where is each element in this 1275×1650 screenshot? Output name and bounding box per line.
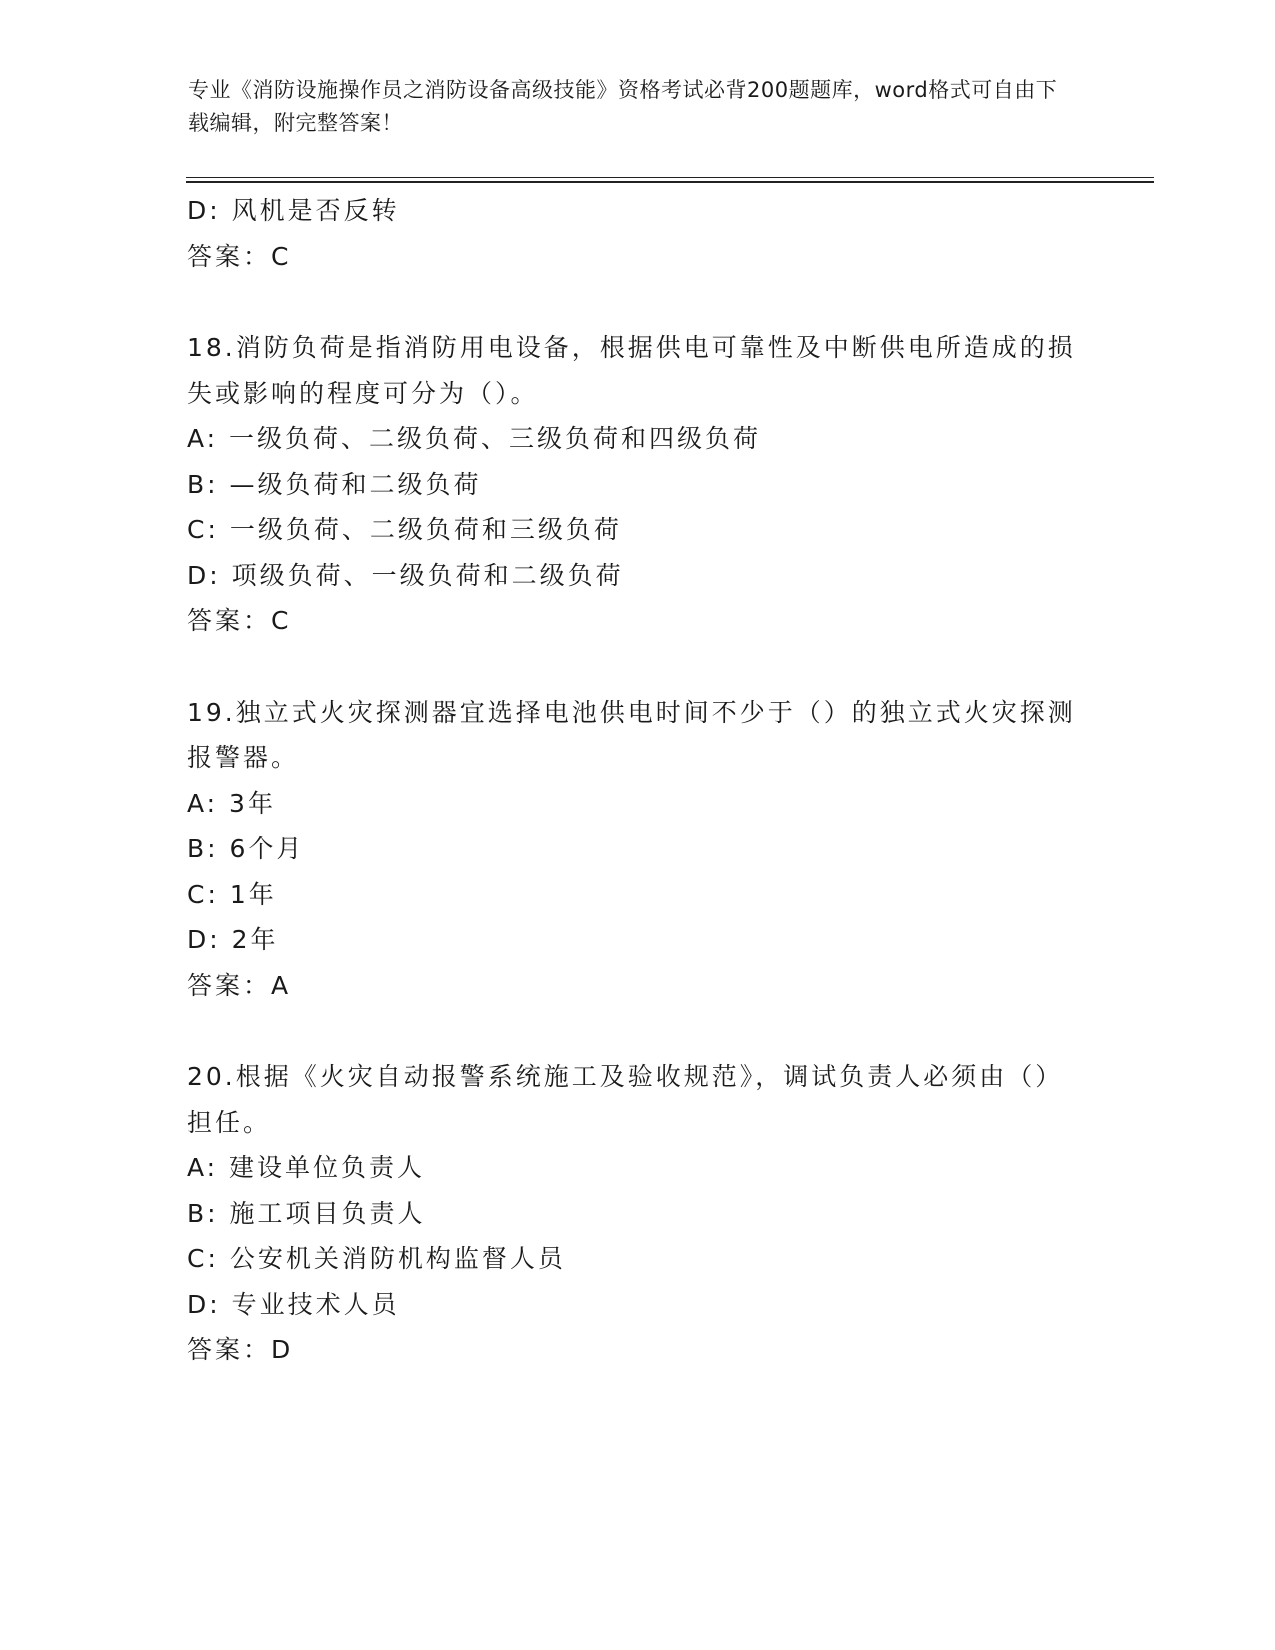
answer: 答案：A [187,970,292,1000]
answer: 答案：C [187,606,292,635]
question-text: 18.消防负荷是指消防用电设备，根据供电可靠性及中断供电所造成的损失或影响的程度可分为（）。 [187,333,1076,408]
option-d: D: 2年 [187,925,279,954]
header-divider-thin [186,177,1154,178]
question-text: 20.根据《火灾自动报警系统施工及验收规范》，调试负责人必须由（）担任。 [187,1062,1064,1137]
question-19 [187,690,1087,1009]
option-c: C: 一级负荷、二级负荷和三级负荷 [187,515,622,544]
question-content [187,188,1087,1373]
option-a: A: 3年 [187,788,276,818]
question-20 [187,1054,1087,1373]
option-b: B: 6个月 [187,834,305,863]
option-c: C: 公安机关消防机构监督人员 [187,1244,566,1273]
option-a: A: 建设单位负责人 [187,1153,426,1182]
header-divider-thick [186,181,1154,183]
option-c: C: 1年 [187,879,277,909]
option-d: D: 项级负荷、一级负荷和二级负荷 [187,560,624,590]
option-b: B: 施工项目负责人 [187,1198,426,1228]
question-text: 19.独立式火灾探测器宜选择电池供电时间不少于（）的独立式火灾探测报警器。 [187,697,1076,772]
prev-option-d: D: 风机是否反转 [187,196,400,225]
document-header: 专业《消防设施操作员之消防设备高级技能》资格考试必背200题题库，word格式可自由下载编辑，附完整答案！ [188,78,1058,135]
option-b: B: —级负荷和二级负荷 [187,469,482,499]
answer: 答案：D [187,1335,294,1364]
option-d: D: 专业技术人员 [187,1289,400,1319]
prev-answer: 答案：C [187,241,292,271]
question-18 [187,325,1087,644]
option-a: A: 一级负荷、二级负荷、三级负荷和四级负荷 [187,424,762,453]
